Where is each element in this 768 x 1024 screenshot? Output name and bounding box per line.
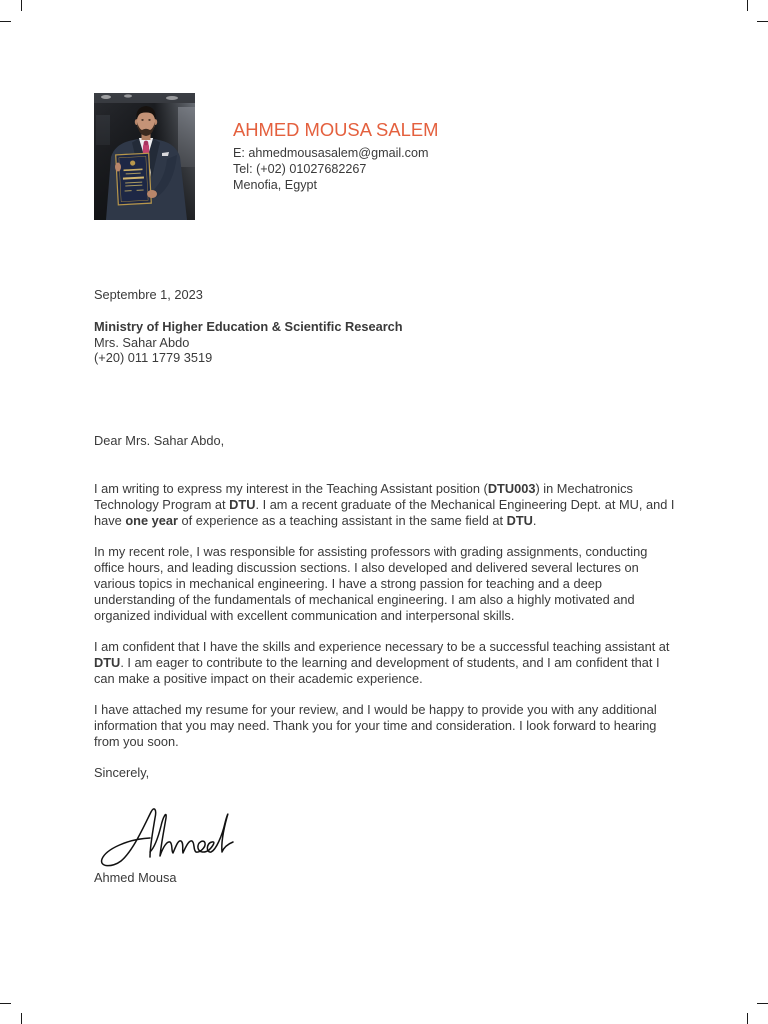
crop-mark [21, 0, 22, 11]
contact-email: E: ahmedmousasalem@gmail.com [233, 146, 429, 160]
recipient-organization: Ministry of Higher Education & Scientific Research [94, 319, 403, 334]
paragraph-2 [94, 544, 674, 624]
body-line [94, 655, 674, 671]
text-segment: understanding of the fundamentals of mechanical engineering. I am also a highly motivated and [94, 592, 635, 607]
bold-text: DTU [506, 513, 533, 528]
text-segment: of experience as a teaching assistant in the same field at [177, 513, 507, 528]
body-line [94, 608, 674, 624]
profile-photo [94, 93, 195, 220]
crop-mark [757, 1003, 768, 1004]
body-line [94, 481, 674, 497]
paragraph-3 [94, 639, 674, 687]
text-segment: . I am a recent graduate of the Mechanical Engineering Dept. at MU, and I [255, 497, 675, 512]
text-segment: ) in Mechatronics [535, 481, 633, 496]
paragraph-4 [94, 702, 674, 750]
letter-date: Septembre 1, 2023 [94, 287, 203, 302]
handwritten-signature [96, 800, 236, 872]
bold-text: one year [125, 513, 178, 528]
body-line [94, 544, 674, 560]
contact-phone: Tel: (+02) 01027682267 [233, 162, 367, 176]
text-segment: . I am eager to contribute to the learning and development of students, and I am confident that I [120, 655, 660, 670]
recipient-block [94, 319, 403, 366]
body-line [94, 639, 674, 655]
closing: Sincerely, [94, 765, 150, 780]
letter-body [94, 481, 674, 765]
body-line [94, 734, 674, 750]
body-line [94, 718, 674, 734]
profile-photo-image [94, 93, 195, 220]
text-segment: I am confident that I have the skills and experience necessary to be a successful teaching assistant at [94, 639, 670, 654]
text-segment: have [94, 513, 126, 528]
text-segment: I am writing to express my interest in the Teaching Assistant position ( [94, 481, 488, 496]
body-line [94, 576, 674, 592]
text-segment: various topics in mechanical engineering. I have a strong passion for teaching and a deep [94, 576, 602, 591]
bold-text: DTU [229, 497, 256, 512]
body-line [94, 497, 674, 513]
text-segment: In my recent role, I was responsible for assisting professors with grading assignments, conducting [94, 544, 648, 559]
crop-mark [747, 1013, 748, 1024]
bold-text: DTU [94, 655, 121, 670]
body-line [94, 702, 674, 718]
sender-full-name: AHMED MOUSA SALEM [233, 119, 439, 140]
body-line [94, 560, 674, 576]
text-segment: can make a positive impact on their academic experience. [94, 671, 423, 686]
recipient-name: Mrs. Sahar Abdo [94, 334, 190, 350]
crop-mark [0, 1003, 11, 1004]
body-line [94, 592, 674, 608]
crop-mark [747, 0, 748, 11]
text-segment: from you soon. [94, 734, 179, 749]
text-segment: office hours, and leading discussion sections. I also developed and delivered several lectures on [94, 560, 639, 575]
body-line [94, 671, 674, 687]
text-segment: Technology Program at [94, 497, 230, 512]
crop-mark [21, 1013, 22, 1024]
paragraph-1 [94, 481, 674, 529]
body-line [94, 513, 674, 529]
crop-mark [757, 21, 768, 22]
signature-drawing [96, 800, 236, 872]
sender-name: Ahmed Mousa [94, 870, 177, 885]
salutation: Dear Mrs. Sahar Abdo, [94, 433, 225, 448]
recipient-phone: (+20) 011 1779 3519 [94, 350, 213, 366]
bold-text: DTU003 [487, 481, 536, 496]
text-segment: information that you may need. Thank you for your time and consideration. I look forward to hearing [94, 718, 657, 733]
contact-location: Menofia, Egypt [233, 178, 318, 192]
text-segment: organized individual with excellent communication and interpersonal skills. [94, 608, 515, 623]
contact-info [233, 145, 428, 193]
crop-mark [0, 21, 11, 22]
text-segment: . [532, 513, 537, 528]
text-segment: I have attached my resume for your review, and I would be happy to provide you with any additional [94, 702, 657, 717]
